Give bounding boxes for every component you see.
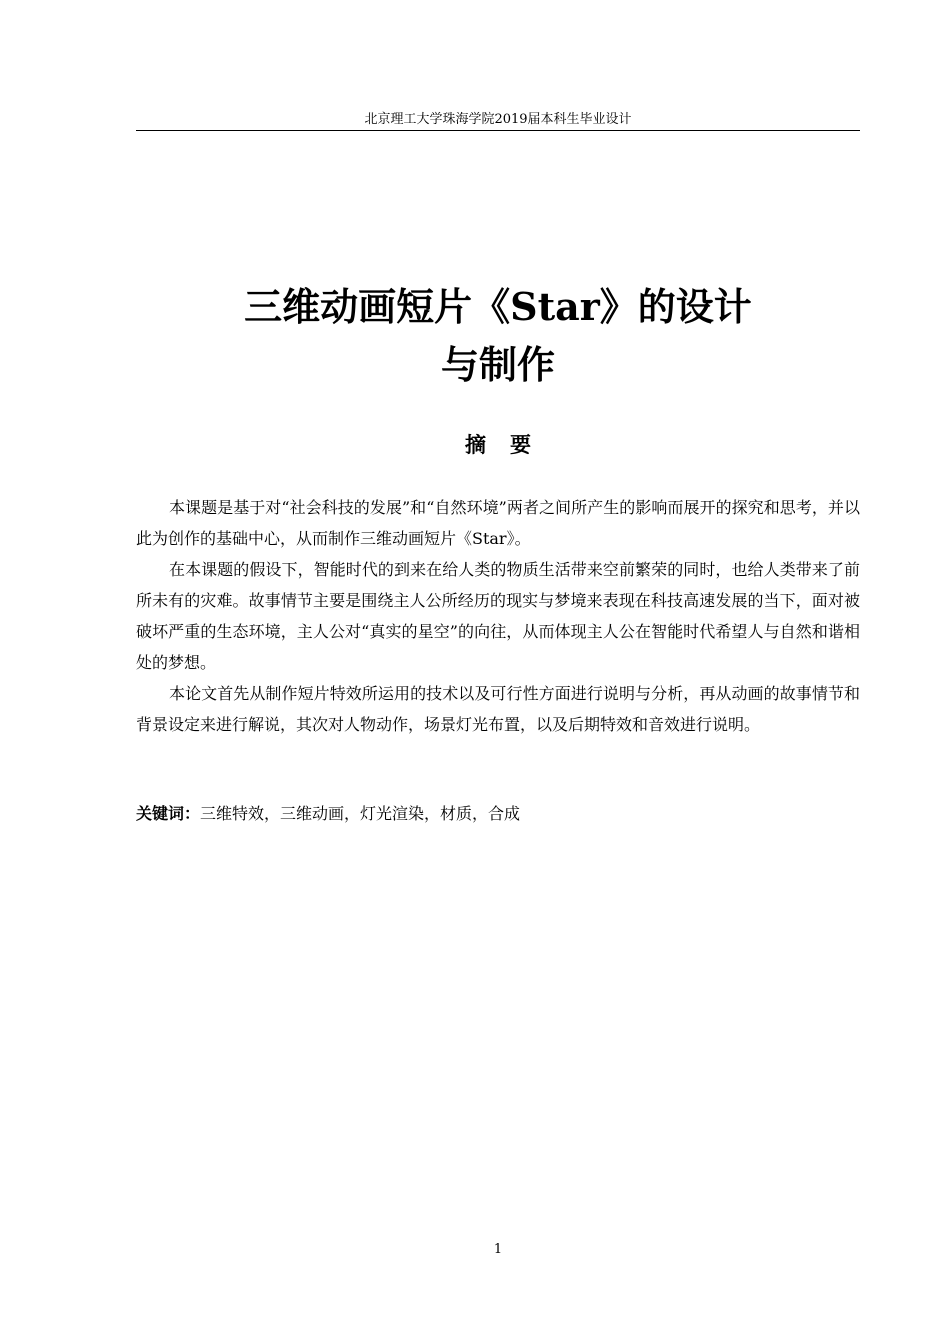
abstract-body [136, 492, 860, 740]
header-rule [136, 130, 860, 131]
abstract-paragraph-3: 本论文首先从制作短片特效所运用的技术以及可行性方面进行说明与分析，再从动画的故事情节和背景设定来进行解说，其次对人物动作，场景灯光布置，以及后期特效和音效进行说明。 [136, 684, 860, 734]
abstract-heading: 摘要 [465, 432, 555, 457]
thesis-title-line-1: 三维动画短片《Star》的设计 [244, 284, 752, 329]
page-number: 1 [493, 1242, 503, 1257]
keywords-label: 关键词： [136, 804, 201, 823]
thesis-title-line-2: 与制作 [440, 342, 555, 387]
keywords-value: 三维特效，三维动画，灯光渲染，材质，合成 [200, 804, 521, 823]
abstract-paragraph-1: 本课题是基于对“社会科技的发展”和“自然环境”两者之间所产生的影响而展开的探究和思考，并以此为创作的基础中心，从而制作三维动画短片《Star》。 [136, 498, 860, 548]
page-header: 北京理工大学珠海学院2019届本科生毕业设计 [364, 112, 632, 127]
keywords [136, 799, 860, 829]
abstract-paragraph-2: 在本课题的假设下，智能时代的到来在给人类的物质生活带来空前繁荣的同时，也给人类带来了前所未有的灾难。故事情节主要是围绕主人公所经历的现实与梦境来表现在科技高速发展的当下，面对被破坏严重的生态环境，主人公对“真实的星空”的向往，从而体现主人公在智能时代希望人与自然和谐相处的梦想。 [136, 560, 860, 672]
thesis-title [136, 278, 860, 394]
